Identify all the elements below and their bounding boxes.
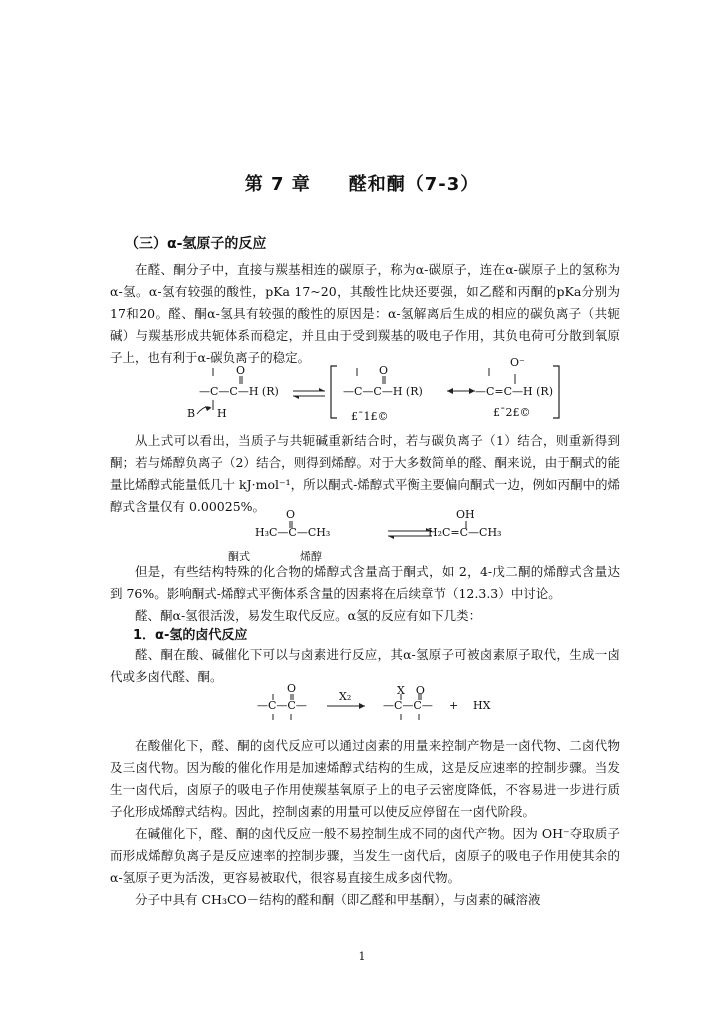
alpha-hydrogen-label: H	[217, 407, 227, 420]
product-substituents: X O	[397, 684, 425, 697]
base-label: B	[187, 407, 196, 420]
acetone-enol-structure: H₂C=C—CH₃	[428, 526, 502, 539]
section-heading: （三）α-氢原子的反应	[125, 236, 267, 252]
byproduct-hx: HX	[473, 699, 491, 712]
paragraph-text: 醛、酮在酸、碱催化下可以与卤素进行反应，其α-氢原子可被卤素原子取代，生成一卤代或多卤代醛、酮。	[110, 647, 620, 684]
enolate-label-2: £¯2£©	[493, 406, 531, 419]
keto-structure: —C—C—H (R)	[199, 385, 279, 398]
paragraph-acid-catalysis	[110, 735, 620, 911]
paragraph-keto-enol	[110, 430, 620, 518]
keto-form-label: 酮式	[228, 550, 250, 563]
paragraph-text: 但是，有些结构特殊的化合物的烯醇式含量高于酮式，如 2，4-戊二酮的烯醇式含量达到 76%。影响酮式-烯醇式平衡体系含量的因素将在后续章节（12.3.3）中讨论。	[110, 564, 620, 601]
carbanion-oxygen-label: O	[379, 364, 389, 377]
paragraph-text: 在酸催化下，醛、酮的卤代反应可以通过卤素的用量来控制产物是一卤代物、二卤代物及三卤代物。因为酸的催化作用是加速烯醇式结构的生成，这是反应速率的控制步骤。当发生一卤代后，卤原子的吸电子作用使羰基氧原子上的电子云密度降低，不容易进一步进行质子化形成烯醇式结构。因此，控制卤素的用量可以使反应停留在一卤代阶段。	[110, 738, 620, 819]
carbanion-structure: —C—C—H (R)	[343, 385, 423, 398]
subheading-halogenation: 1．α-氢的卤代反应	[133, 628, 248, 643]
chapter-title: 第 7 章 醛和酮（7-3）	[244, 174, 480, 195]
acetone-keto-structure: H₃C—C—CH₃	[255, 526, 331, 539]
carbanion-label-1: £¯1£©	[351, 410, 389, 423]
halogen-reagent: X₂	[339, 690, 352, 703]
paragraph-special-enols	[110, 561, 620, 627]
ketone-oxygen-label: O	[286, 508, 296, 521]
enol-hydroxyl-label: OH	[456, 508, 475, 521]
paragraph-text: 从上式可以看出，当质子与共轭碱重新结合时，若与碳负离子（1）结合，则重新得到酮；若与烯醇负离子（2）结合，则得到烯醇。对于大多数简单的醛、酮来说，由于酮式的能量比烯醇式能量低几十 kJ·mol⁻¹，所以酮式-烯醇式平衡主要偏向酮式一边，例如丙酮中的烯醇式含量仅有 0.00025%。	[110, 433, 620, 514]
paragraph-text: 分子中具有 CH₃CO－结构的醛和酮（即乙醛和甲基酮），与卤素的碱溶液	[135, 892, 541, 907]
page-number: 1	[358, 950, 366, 963]
product-structure: —C—C—	[383, 699, 433, 712]
enolate-oxygen-label: O⁻	[510, 356, 525, 369]
enolate-structure: —C=C—H (R)	[475, 385, 554, 398]
scheme-acetone-tautomer	[200, 508, 520, 564]
reactant-structure: —C—C—	[257, 699, 307, 712]
carbonyl-oxygen-label: O	[236, 364, 246, 377]
paragraph-text: 醛、酮α-氢很活泼，易发生取代反应。α氢的反应有如下几类：	[135, 608, 482, 623]
scheme-halogenation	[255, 682, 515, 722]
plus-sign: +	[449, 699, 459, 712]
paragraph-text: 在醛、酮分子中，直接与羰基相连的碳原子，称为α-碳原子，连在α-碳原子上的氢称为α-氢。α-氢有较强的酸性，pKa 17~20，其酸性比炔还要强，如乙醛和丙酮的pKa分别为17和20。醛、酮α-氢具有较强的酸性的原因是：α-氢解离后生成的相应的碳负离子（共轭碱）与羰基形成共轭体系而稳定，并且由于受到羰基的吸电子作用，其负电荷可分散到氧原子上，也有利于α-碳负离子的稳定。	[110, 262, 620, 365]
enol-form-label: 烯醇	[300, 550, 322, 563]
paragraph-text: 在碱催化下，醛、酮的卤代反应一般不易控制生成不同的卤代产物。因为 OH⁻夺取质子而形成烯醇负离子是反应速率的控制步骤，当发生一卤代后，卤原子的吸电子作用使其余的α-氢原子更为活泼，更容易被取代，很容易直接生成多卤代物。	[110, 826, 620, 885]
paragraph-alpha-hydrogen	[110, 259, 620, 369]
scheme-carbanion-resonance	[185, 356, 585, 426]
carbonyl-oxygen-label: O	[287, 682, 297, 695]
